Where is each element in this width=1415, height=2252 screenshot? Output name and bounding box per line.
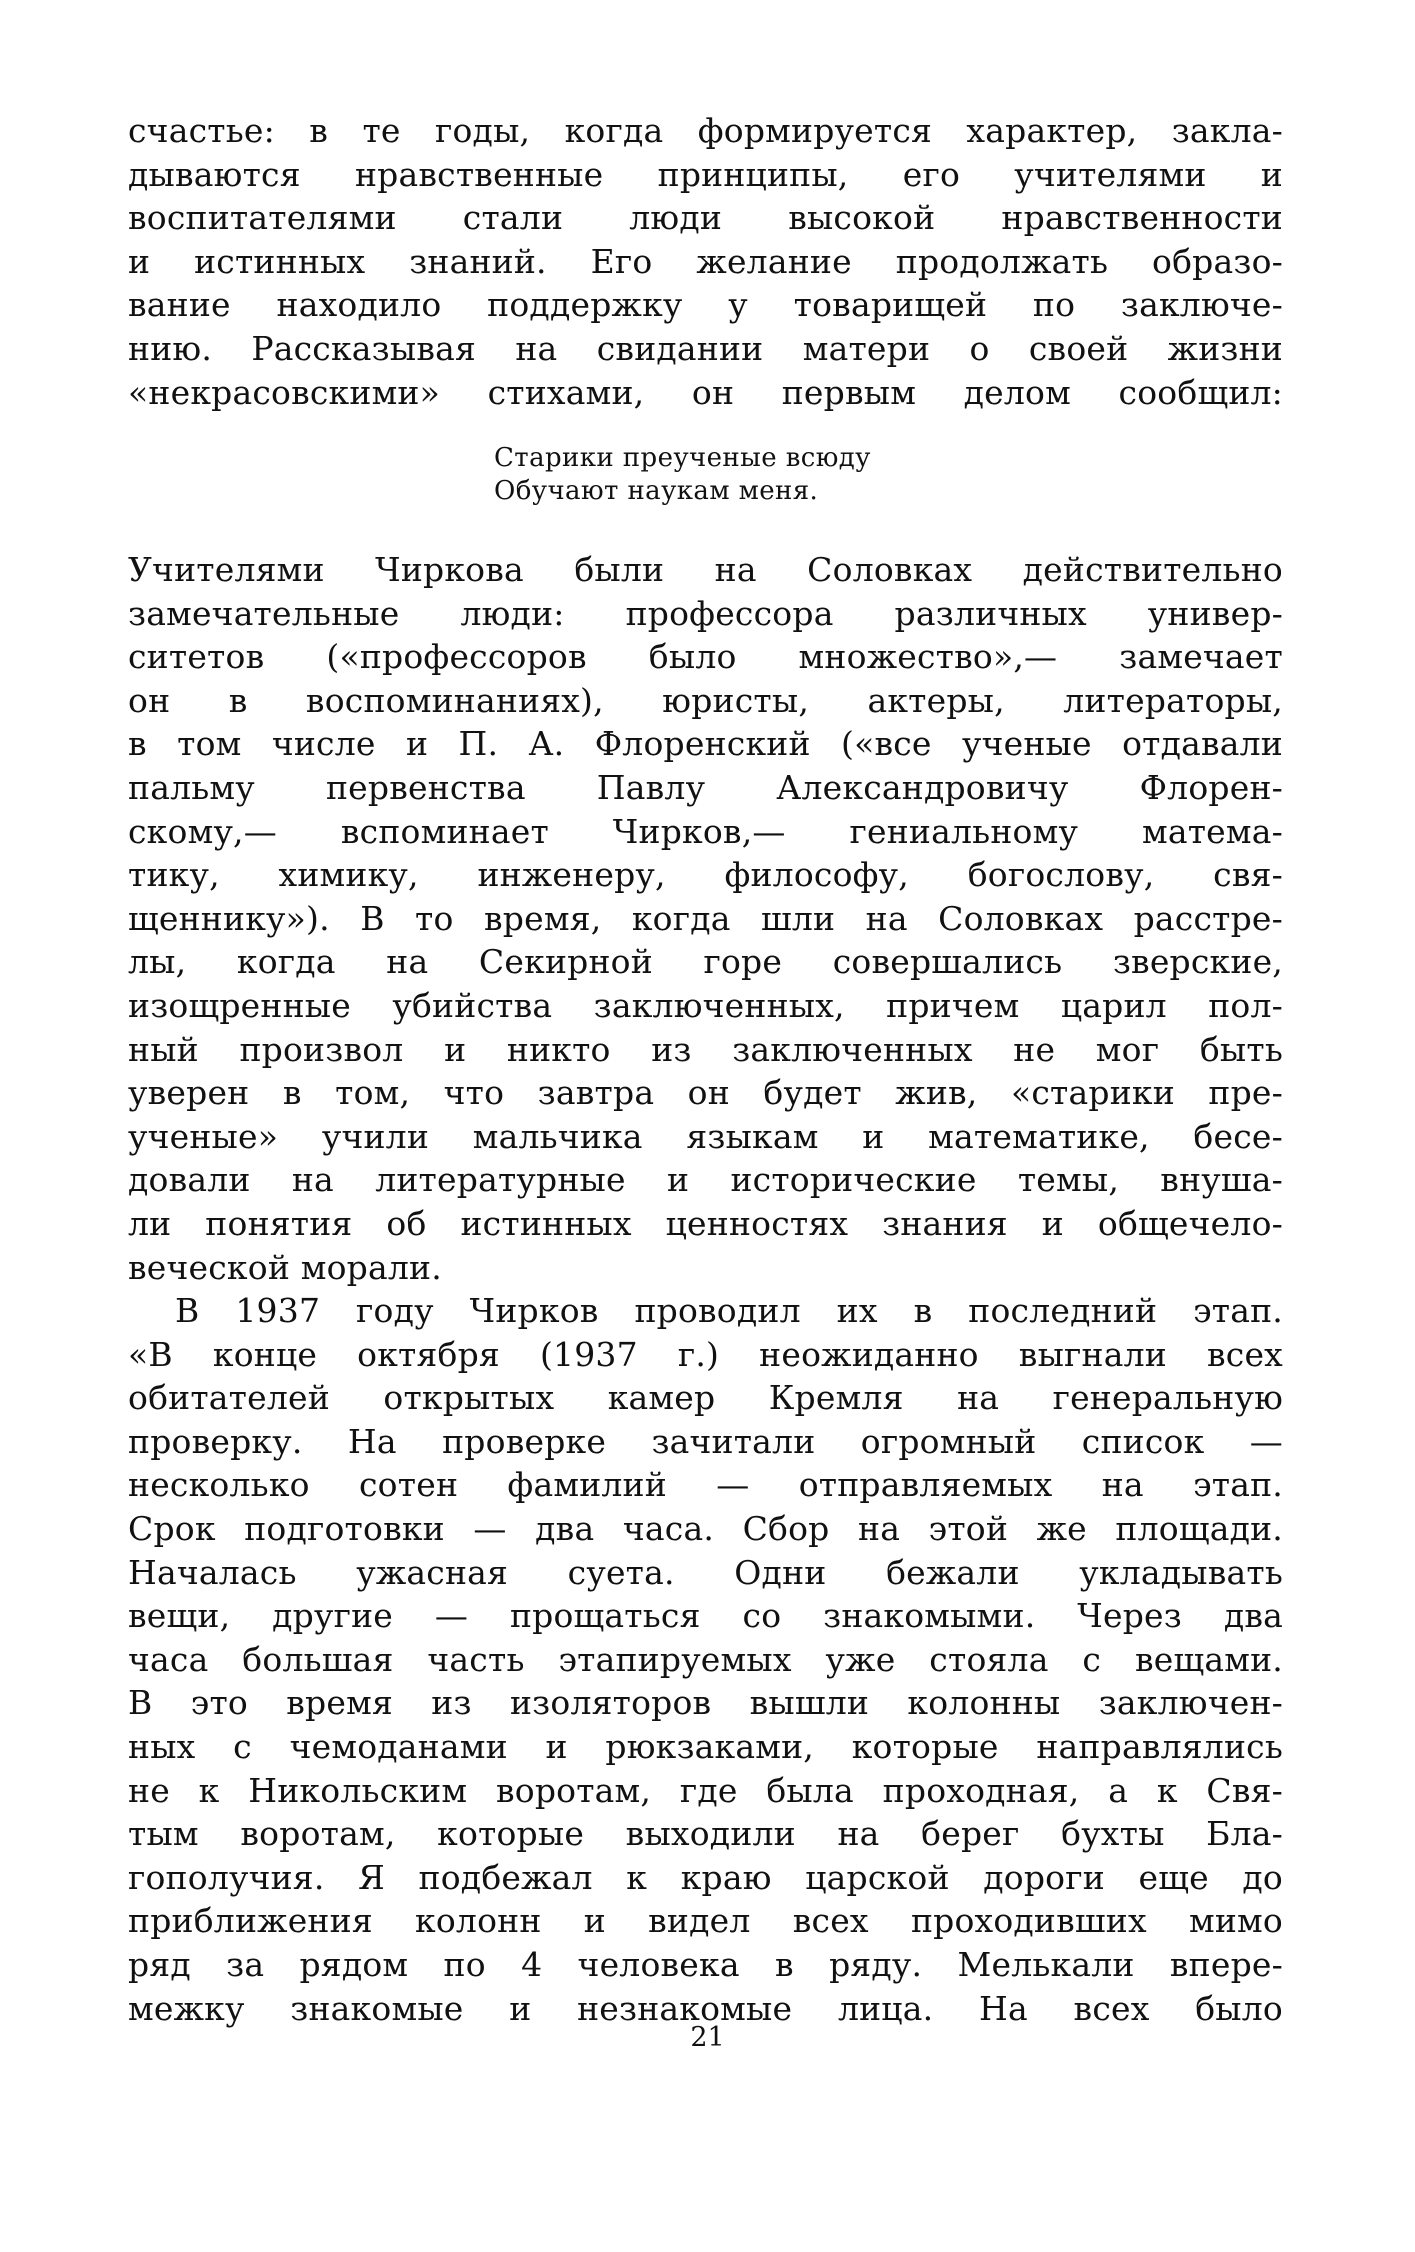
text-line: В это время из изоляторов вышли колонны заключен-: [128, 1683, 1283, 1723]
text-line: пальму первенства Павлу Александровичу Флорен-: [128, 767, 1283, 807]
text-line: веческой морали.: [128, 1247, 442, 1287]
text-line: щеннику»). В то время, когда шли на Соловках расстре-: [128, 898, 1283, 938]
text-line: дываются нравственные принципы, его учителями и: [128, 154, 1283, 194]
verse-line: Обучают наукам меня.: [494, 476, 819, 506]
text-line: скому,— вспоминает Чирков,— гениальному матема-: [128, 811, 1283, 851]
text-line: межку знакомые и незнакомые лица. На всех было: [128, 1988, 1283, 2028]
text-line: приближения колонн и видел всех проходивших мимо: [128, 1901, 1283, 1941]
text-line: вещи, другие — прощаться со знакомыми. Через два: [128, 1596, 1283, 1636]
text-line: проверку. На проверке зачитали огромный список —: [128, 1421, 1283, 1461]
text-line: «В конце октября (1937 г.) неожиданно выгнали всех: [128, 1334, 1283, 1374]
text-line: воспитателями стали люди высокой нравственности: [128, 198, 1283, 238]
text-line: лы, когда на Секирной горе совершались зверские,: [128, 942, 1283, 982]
text-line: ный произвол и никто из заключенных не мог быть: [128, 1029, 1283, 1069]
text-line: В 1937 году Чирков проводил их в последний этап.: [175, 1291, 1283, 1331]
text-line: он в воспоминаниях), юристы, актеры, литераторы,: [128, 680, 1283, 720]
text-line: обитателей открытых камер Кремля на генеральную: [128, 1378, 1283, 1418]
text-line: Началась ужасная суета. Одни бежали укладывать: [128, 1552, 1283, 1592]
text-line: ситетов («профессоров было множество»,— замечает: [128, 637, 1283, 677]
text-line: замечательные люди: профессора различных универ-: [128, 593, 1283, 633]
text-line: тым воротам, которые выходили на берег бухты Бла-: [128, 1814, 1283, 1854]
paragraph-top: [128, 109, 1283, 414]
text-line: вание находило поддержку у товарищей по заключе-: [128, 285, 1283, 325]
verse-line: Старики преученые всюду: [494, 443, 871, 473]
text-line: ученые» учили мальчика языкам и математике, бесе-: [128, 1116, 1283, 1156]
text-line: часа большая часть этапируемых уже стояла с вещами.: [128, 1639, 1283, 1679]
text-line: довали на литературные и исторические темы, внуша-: [128, 1160, 1283, 1200]
text-line: счастье: в те годы, когда формируется характер, закла-: [128, 111, 1283, 150]
text-line: Срок подготовки — два часа. Сбор на этой же площади.: [128, 1509, 1283, 1549]
paragraph-main: [128, 548, 1283, 2030]
text-line: нию. Рассказывая на свидании матери о своей жизни: [128, 328, 1283, 368]
page-number: 21: [690, 2022, 725, 2053]
text-line: ли понятия об истинных ценностях знания и общечело-: [128, 1203, 1283, 1243]
text-line: несколько сотен фамилий — отправляемых на этап.: [128, 1465, 1283, 1505]
text-line: уверен в том, что завтра он будет жив, «старики пре-: [128, 1073, 1283, 1113]
text-line: не к Никольским воротам, где была проходная, а к Свя-: [128, 1770, 1283, 1810]
text-line: гополучия. Я подбежал к краю царской дороги еще до: [128, 1857, 1283, 1897]
text-line: ряд за рядом по 4 человека в ряду. Мелькали впере-: [128, 1945, 1283, 1984]
text-line: «некрасовскими» стихами, он первым делом сообщил:: [128, 372, 1283, 412]
text-line: в том числе и П. А. Флоренский («все ученые отдавали: [128, 724, 1283, 764]
text-line: и истинных знаний. Его желание продолжать образо-: [128, 241, 1283, 281]
text-line: тику, химику, инженеру, философу, богослову, свя-: [128, 855, 1283, 895]
text-line: Учителями Чиркова были на Соловках действительно: [128, 550, 1283, 589]
verse-quote: [494, 442, 871, 508]
text-line: ных с чемоданами и рюкзаками, которые направлялись: [128, 1727, 1283, 1767]
text-line: изощренные убийства заключенных, причем царил пол-: [128, 985, 1283, 1025]
